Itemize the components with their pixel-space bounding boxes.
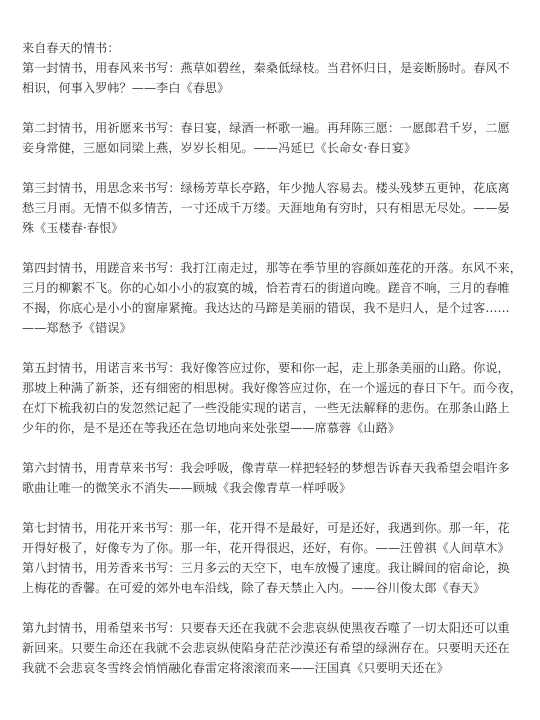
- paragraph-gap: [22, 598, 522, 618]
- letter-4: 第四封情书，用蹉音来书写：我打江南走过，那等在季节里的容颜如莲花的开落。东风不来， 三月的柳絮不飞。你的心如小小的寂寞的城，恰若青石的街道向晚。蹉音不响，三月的春帷 不揭，你底心是小小的窗扉紧掩。我达达的马蹄是美丽的错误，我不是归人，是个过客…… ——郑愁予《错误》: [22, 261, 522, 335]
- letter-3: 第三封情书，用思念来书写：绿杨芳草长亭路，年少抛人容易去。楼头残梦五更钟，花底离 愁三月雨。无情不似多情苦，一寸还成千万缕。天涯地角有穷时，只有相思无尽处。——晏 殊《玉楼春·春恨》: [22, 181, 510, 235]
- paragraph-gap: [22, 438, 522, 458]
- paragraph-gap: [22, 238, 522, 258]
- letter-2: 第二封情书，用祈愿来书写：春日宴，绿酒一杯歌一遍。再拜陈三愿：一愿郎君千岁，二愿 妾身常健，三愿如同梁上燕，岁岁长相见。——冯延巳《长命女·春日宴》: [22, 121, 510, 155]
- paragraph-gap: [22, 338, 522, 358]
- paragraph-gap: [22, 498, 522, 518]
- letter-5: 第五封情书，用诺言来书写：我好像答应过你，要和你一起，走上那条美丽的山路。你说， 那坡上种满了新茶，还有细密的相思树。我好像答应过你，在一个遥远的春日下午。而今夜， 在灯下梳我初白的发忽然记起了一些没能实现的诺言，一些无法解释的悲伤。在那条山路上 少年的你，是不是还在等我还在急切地向来处张望——席慕蓉《山路》: [22, 361, 522, 435]
- paragraph-gap: [22, 98, 522, 118]
- letter-7-8: 第七封情书，用花开来书写：那一年，花开得不是最好，可是还好，我遇到你。那一年，花 开得好极了，好像专为了你。那一年，花开得很迟，还好，有你。——汪曾祺《人间草木》 第八封情书，用芳香来书写：三月多云的天空下，电车放慢了速度。我让瞬间的宿命论，换 上梅花的香馨。在可爱的郊外电车沿线，除了春天禁止入内。——谷川俊太郎《春天》: [22, 521, 510, 595]
- document-title: 来自春天的情书：: [22, 41, 120, 55]
- letter-6: 第六封情书，用青草来书写：我会呼吸，像青草一样把轻轻的梦想告诉春天我希望会唱许多 歌曲让唯一的微笑永不消失——顾城《我会像青草一样呼吸》: [22, 461, 510, 495]
- document-body: [22, 38, 522, 678]
- letter-1: 第一封情书，用春风来书写：燕草如碧丝，秦桑低绿枝。当君怀归日，是妾断肠时。春风不 相识，何事入罗帏？——李白《春思》: [22, 61, 510, 95]
- paragraph-gap: [22, 158, 522, 178]
- letter-9: 第九封情书，用希望来书写：只要春天还在我就不会悲哀纵使黑夜吞噬了一切太阳还可以重 新回来。只要生命还在我就不会悲哀纵使陷身茫茫沙漠还有希望的绿洲存在。只要明天还在 我就不会悲哀冬雪终会悄悄融化春雷定将滚滚而来——汪国真《只要明天还在》: [22, 621, 510, 675]
